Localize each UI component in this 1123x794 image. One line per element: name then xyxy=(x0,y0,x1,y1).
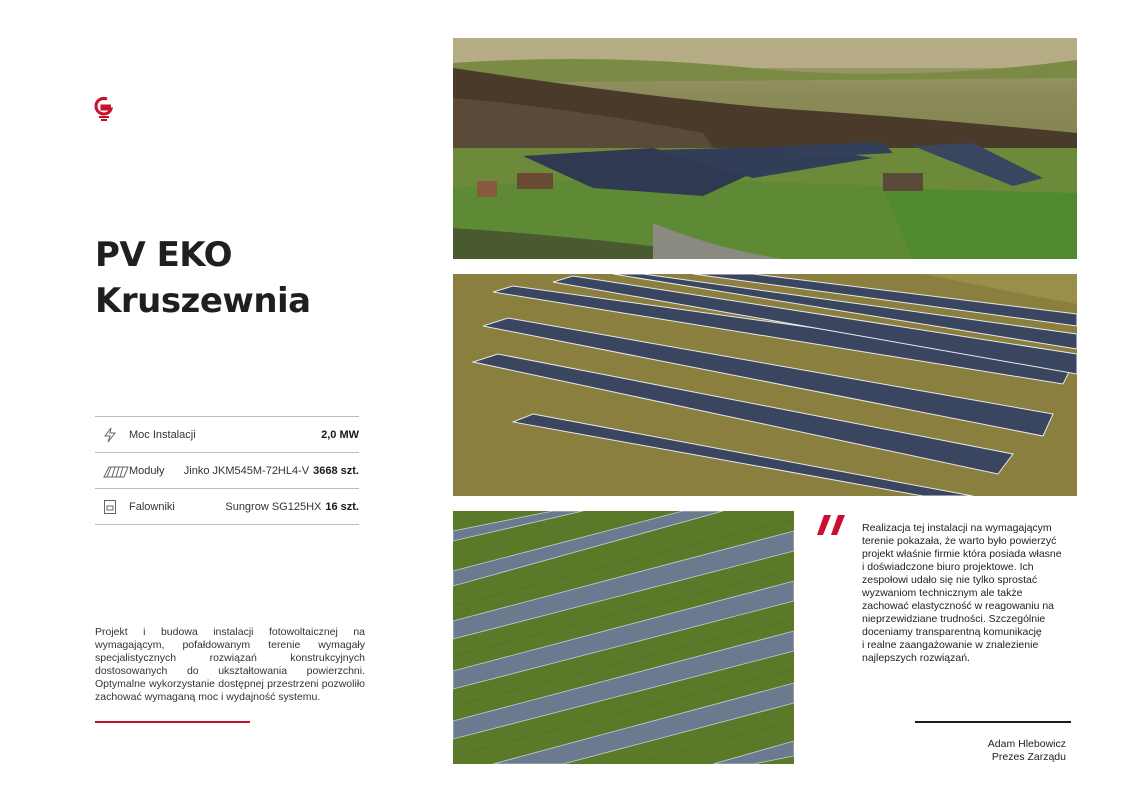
spec-value: 2,0 MW xyxy=(321,428,359,441)
aerial-landscape-photo xyxy=(453,38,1077,259)
title-line-2: Kruszewnia xyxy=(95,281,311,321)
accent-divider xyxy=(95,721,250,723)
project-description: Projekt i budowa instalacji fotowoltaicznej na wymagającym, pofałdowanym terenie wymagały specjalistycznych rozwiązań konstrukcyjnych dostosowanych do ukształtowania powierzchni. Optymalne wykorzystanie dostępnej przestrzeni pozwoliło zachować wymaganą moc i wydajność systemu. xyxy=(95,626,365,703)
title-line-1: PV EKO xyxy=(95,235,233,275)
company-logo-icon xyxy=(93,96,115,122)
signature-divider xyxy=(915,721,1071,723)
solar-panel-icon xyxy=(95,464,129,478)
spec-value: Jinko JKM545M-72HL4-V 3668 szt. xyxy=(183,464,359,477)
signature-role: Prezes Zarządu xyxy=(991,751,1066,763)
page-title xyxy=(95,232,311,324)
spec-row-modules xyxy=(95,452,359,488)
inverter-icon xyxy=(95,499,129,515)
signature-name: Adam Hlebowicz xyxy=(987,738,1066,750)
spec-row-inverters xyxy=(95,488,359,525)
quote-mark-icon xyxy=(816,513,850,537)
testimonial-quote: Realizacja tej instalacji na wymagającym terenie pokazała, że warto było powierzyć projekt właśnie firmie która posiada własne i doświadczone biuro projektowe. Ich zespołowi udało się nie tylko sprostać wyzwaniom technicznym ale także zachować elastyczność w reagowaniu na nieprzewidziane trudności. Szczególnie doceniamy transparentną komunikację i realne zaangażowanie w znalezienie najlepszych rozwiązań. xyxy=(862,522,1062,664)
solar-rows-topdown-photo xyxy=(453,511,794,764)
spec-value: Sungrow SG125HX 16 szt. xyxy=(225,500,359,513)
spec-label: Falowniki xyxy=(129,500,175,513)
signature xyxy=(988,738,1066,764)
specs-table xyxy=(95,416,359,525)
spec-row-power xyxy=(95,416,359,452)
lightning-icon xyxy=(95,427,129,443)
spec-label: Moduły xyxy=(129,464,165,477)
solar-rows-photo xyxy=(453,274,1077,496)
spec-label: Moc Instalacji xyxy=(129,428,196,441)
